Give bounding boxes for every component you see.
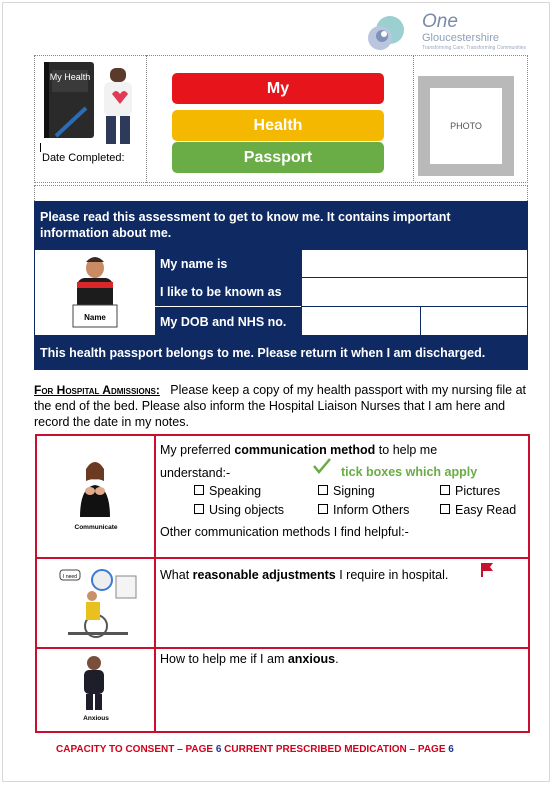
footer-capacity-text[interactable]: CAPACITY TO CONSENT – PAGE — [56, 744, 216, 755]
footer-capacity-page[interactable]: 6 — [215, 744, 222, 755]
red-flag-icon — [480, 562, 494, 578]
logo-mark-icon — [366, 14, 406, 54]
anxious-prompt-start: How to help me if I am — [160, 652, 288, 666]
footer-medication-page[interactable]: 6 — [448, 744, 454, 755]
adjustments-prompt — [160, 566, 448, 585]
option-using-objects[interactable] — [194, 503, 284, 517]
spacer-row — [34, 185, 528, 201]
name-sign-text: Name — [84, 313, 106, 322]
logo-tagline: Transforming Care, Transforming Communities — [422, 45, 527, 51]
hospital-admissions-text: Please keep a copy of my health passport with my nursing file at the end of the bed. Please also inform the Hospital Liaison Nurses that I am here and record the date in my notes. — [34, 383, 527, 429]
option-signing-label: Signing — [333, 484, 375, 498]
checkbox-speaking[interactable] — [194, 485, 204, 495]
header-divider — [146, 55, 147, 183]
nhs-number-field[interactable] — [420, 306, 528, 336]
label-my-name: My name is — [155, 250, 301, 278]
speech-bubble-text: I need — [63, 574, 77, 580]
reasonable-adjustments-bold: reasonable adjustments — [192, 568, 336, 582]
book-title: My Health — [49, 72, 91, 82]
understand-label: understand:- — [160, 466, 231, 480]
my-name-field[interactable] — [301, 249, 528, 278]
return-band: This health passport belongs to me. Please return it when I am discharged. — [34, 336, 528, 370]
title-pill-health: Health — [172, 110, 384, 141]
table-row-divider — [35, 557, 530, 559]
photo-placeholder[interactable]: PHOTO — [430, 88, 502, 164]
logo-name: One — [422, 11, 458, 32]
anxious-bold: anxious — [287, 652, 336, 666]
communication-prompt — [160, 441, 437, 460]
checkmark-icon — [312, 457, 332, 475]
reasonable-adjustments-illustration — [58, 566, 140, 640]
intro-band: Please read this assessment to get to know me. It contains important information about me. — [34, 201, 528, 249]
option-easy-read-label: Easy Read — [455, 503, 517, 517]
checkbox-inform-others[interactable] — [318, 504, 328, 514]
option-inform-others[interactable] — [318, 503, 409, 517]
checkbox-easy-read[interactable] — [440, 504, 450, 514]
option-using-objects-label: Using objects — [209, 503, 285, 517]
adjustments-prompt-end: I require in hospital. — [335, 568, 449, 582]
adjustments-prompt-start: What — [160, 568, 193, 582]
checkbox-signing[interactable] — [318, 485, 328, 495]
footer-medication-text[interactable]: CURRENT PRESCRIBED MEDICATION – PAGE — [221, 744, 449, 755]
dob-field[interactable] — [301, 306, 421, 336]
hospital-admissions-note — [34, 382, 528, 430]
other-methods-label: Other communication methods I find helpful:- — [160, 525, 409, 539]
one-gloucestershire-logo — [366, 12, 536, 58]
known-as-field[interactable] — [301, 277, 528, 307]
text-cursor — [40, 143, 41, 152]
option-speaking[interactable] — [194, 484, 261, 498]
communication-method-bold: communication method — [234, 443, 376, 457]
label-known-as: I like to be known as — [155, 278, 301, 306]
label-dob-nhs: My DOB and NHS no. — [155, 307, 301, 336]
footer-links — [56, 744, 454, 755]
logo-org: Gloucestershire — [422, 32, 500, 44]
option-pictures[interactable] — [440, 484, 500, 498]
anxious-caption: Anxious — [83, 715, 109, 722]
anxious-prompt — [160, 650, 339, 669]
option-pictures-label: Pictures — [455, 484, 501, 498]
option-inform-others-label: Inform Others — [333, 503, 410, 517]
table-divider — [154, 434, 156, 733]
anxious-illustration — [76, 654, 112, 712]
date-completed-label: Date Completed: — [42, 152, 125, 164]
table-row-divider — [35, 647, 530, 649]
title-pill-my: My — [172, 73, 384, 104]
hospital-admissions-heading: For Hospital Admissions: — [34, 383, 160, 397]
communication-prompt-end: to help me — [375, 443, 438, 457]
option-easy-read[interactable] — [440, 503, 516, 517]
communication-prompt-start: My preferred — [160, 443, 235, 457]
option-signing[interactable] — [318, 484, 375, 498]
title-pill-passport: Passport — [172, 142, 384, 173]
checkbox-pictures[interactable] — [440, 485, 450, 495]
checkbox-using-objects[interactable] — [194, 504, 204, 514]
communicate-illustration — [60, 455, 130, 525]
option-speaking-label: Speaking — [209, 484, 262, 498]
anxious-prompt-end: . — [335, 652, 339, 666]
my-health-book-illustration — [40, 58, 140, 150]
tick-boxes-note: tick boxes which apply — [341, 465, 478, 479]
person-with-name-sign-illustration — [35, 250, 155, 335]
communicate-caption: Communicate — [74, 524, 118, 531]
header-divider — [413, 55, 414, 183]
